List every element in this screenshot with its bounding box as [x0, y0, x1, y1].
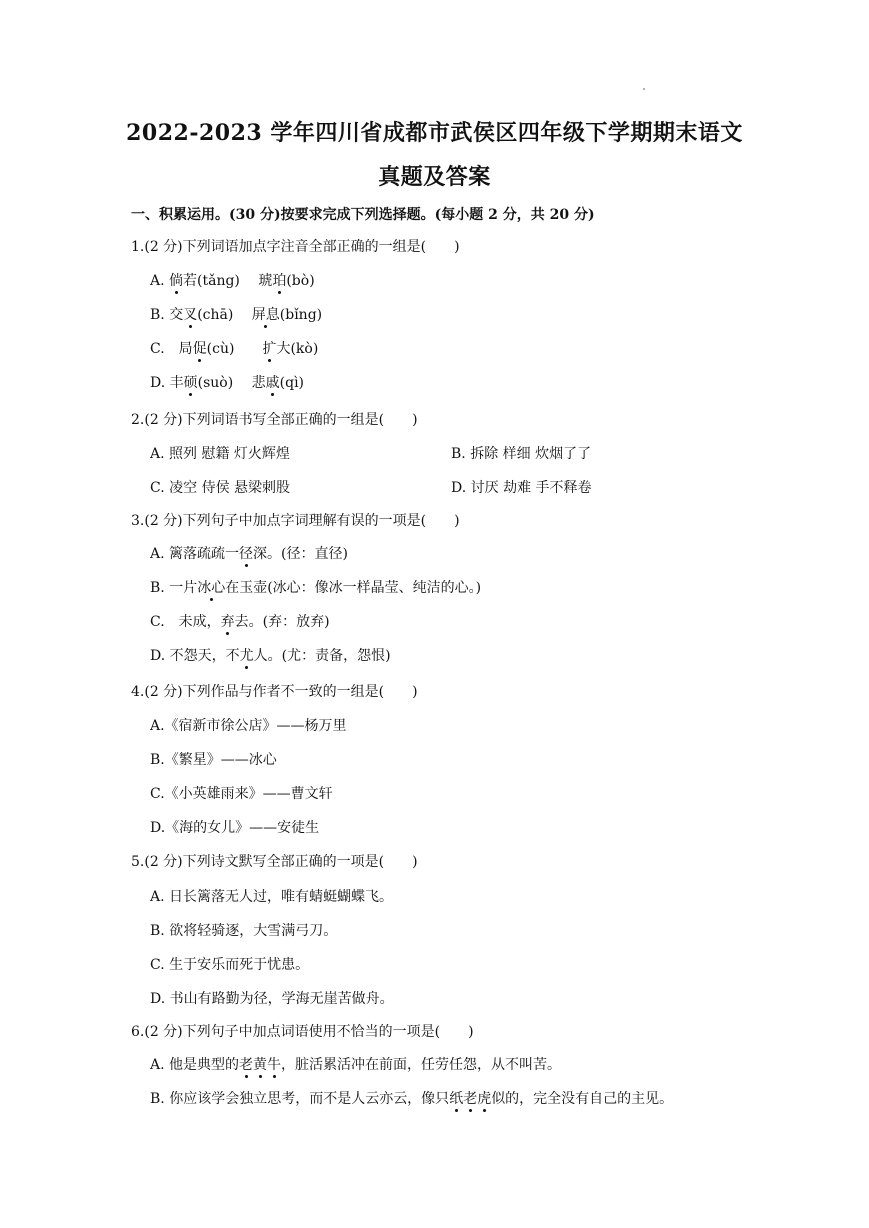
question-2-stem: 2.(2 分)下列词语书写全部正确的一组是( ) — [131, 412, 418, 428]
option-text: ，脏活累活冲在前面，任劳任怨，从不叫苦。 — [281, 1057, 562, 1073]
emphasis-char: 径 — [239, 546, 254, 562]
emphasis-char: 尤 — [239, 648, 254, 664]
question-4-option-d: D.《海的女儿》——安徒生 — [150, 820, 320, 836]
emphasis-char: 戚 — [265, 375, 280, 391]
option-text: 息(bǐng) — [265, 307, 323, 323]
emphasis-word — [239, 1057, 281, 1073]
option-text: B. 一片 — [150, 580, 198, 596]
option-text: 若(tǎng) 琥 — [183, 273, 273, 289]
option-text: 深。(径：直径) — [253, 546, 348, 562]
emphasis-char: 珀 — [272, 273, 287, 289]
page-title-line-1: 2022-2023 学年四川省成都市武侯区四年级下学期期末语文 — [126, 120, 743, 146]
option-text: (suò) 悲 — [197, 375, 266, 391]
emphasis-char: 老 — [463, 1091, 478, 1107]
option-text: (bò) — [286, 273, 315, 289]
question-6-option-a — [150, 1056, 561, 1074]
option-text: 人。(尤：责备，怨恨) — [253, 648, 391, 664]
question-4-option-c: C.《小英雄雨来》——曹文轩 — [150, 786, 333, 802]
option-text: A. 他是典型的 — [150, 1057, 240, 1073]
emphasis-char: 弃 — [220, 614, 235, 630]
option-text: D. 丰 — [150, 375, 184, 391]
question-1-option-d — [150, 374, 304, 392]
page-title-line-2: 真题及答案 — [378, 164, 491, 190]
option-text: C. 局 — [150, 341, 193, 357]
option-text: 在玉壶(冰心：像冰一样晶莹、纯洁的心。) — [225, 580, 482, 596]
question-2-option-c: C. 凌空 侍侯 悬梁刺股 — [150, 480, 291, 496]
question-4-stem: 4.(2 分)下列作品与作者不一致的一组是( ) — [131, 684, 418, 700]
question-5-option-d: D. 书山有路勤为径，学海无崖苦做舟。 — [150, 991, 394, 1007]
option-text: A. — [150, 273, 170, 289]
question-1-option-b — [150, 306, 322, 324]
option-text: (cù) — [206, 341, 263, 357]
emphasis-char: 虎 — [477, 1091, 492, 1107]
emphasis-char: 叉 — [183, 307, 198, 323]
question-2-option-a: A. 照列 慰籍 灯火辉煌 — [150, 446, 290, 462]
option-text: B. 你应该学会独立思考，而不是人云亦云，像只 — [150, 1091, 450, 1107]
emphasis-char: 倘 — [169, 273, 184, 289]
question-3-option-c — [150, 613, 330, 631]
question-5-option-a: A. 日长篱落无人过，唯有蜻蜓蝴蝶飞。 — [150, 889, 394, 905]
question-5-stem: 5.(2 分)下列诗文默写全部正确的一项是( ) — [131, 854, 418, 870]
question-4-option-a: A.《宿新市徐公店》——杨万里 — [150, 718, 347, 734]
question-1-option-a — [150, 272, 315, 290]
question-4-option-b: B.《繁星》——冰心 — [150, 752, 277, 768]
page-corner-dot — [643, 88, 645, 90]
option-text: (qì) — [279, 375, 305, 391]
question-3-option-d — [150, 647, 391, 665]
option-text: B. 交 — [150, 307, 184, 323]
question-3-option-a — [150, 545, 348, 563]
question-5-option-c: C. 生于安乐而死于忧患。 — [150, 957, 310, 973]
option-text: 去。(弃：放弃) — [234, 614, 330, 630]
question-3-option-b — [150, 579, 481, 597]
emphasis-char: 促 — [192, 341, 207, 357]
question-3-stem: 3.(2 分)下列句子中加点字词理解有误的一项是( ) — [131, 513, 460, 529]
option-text: D. 不怨天，不 — [150, 648, 240, 664]
emphasis-char: 扩 — [262, 341, 277, 357]
question-1-option-c — [150, 340, 318, 358]
emphasis-char: 老 — [239, 1057, 254, 1073]
emphasis-char: 硕 — [183, 375, 198, 391]
option-text: 似的，完全没有自己的主见。 — [491, 1091, 674, 1107]
emphasis-char: 黄 — [253, 1057, 268, 1073]
option-text: (chā) 屏 — [197, 307, 266, 323]
question-2-option-d: D. 讨厌 劫难 手不释卷 — [451, 480, 592, 496]
option-text: C. 未成， — [150, 614, 221, 630]
section-heading: 一、积累运用。(30 分)按要求完成下列选择题。(每小题 2 分，共 20 分) — [131, 207, 595, 223]
option-text: 大(kò) — [276, 341, 319, 357]
question-1-stem: 1.(2 分)下列词语加点字注音全部正确的一组是( ) — [131, 239, 460, 255]
question-2-option-b: B. 拆除 样细 炊烟了了 — [451, 446, 592, 462]
question-6-stem: 6.(2 分)下列句子中加点词语使用不恰当的一项是( ) — [131, 1024, 474, 1040]
option-text: A. 篱落疏疏一 — [150, 546, 240, 562]
emphasis-char: 纸 — [449, 1091, 464, 1107]
emphasis-char: 牛 — [267, 1057, 282, 1073]
emphasis-word — [449, 1091, 491, 1107]
question-5-option-b: B. 欲将轻骑逐，大雪满弓刀。 — [150, 923, 338, 939]
emphasis-char: 冰心 — [197, 580, 226, 596]
question-6-option-b — [150, 1090, 673, 1108]
